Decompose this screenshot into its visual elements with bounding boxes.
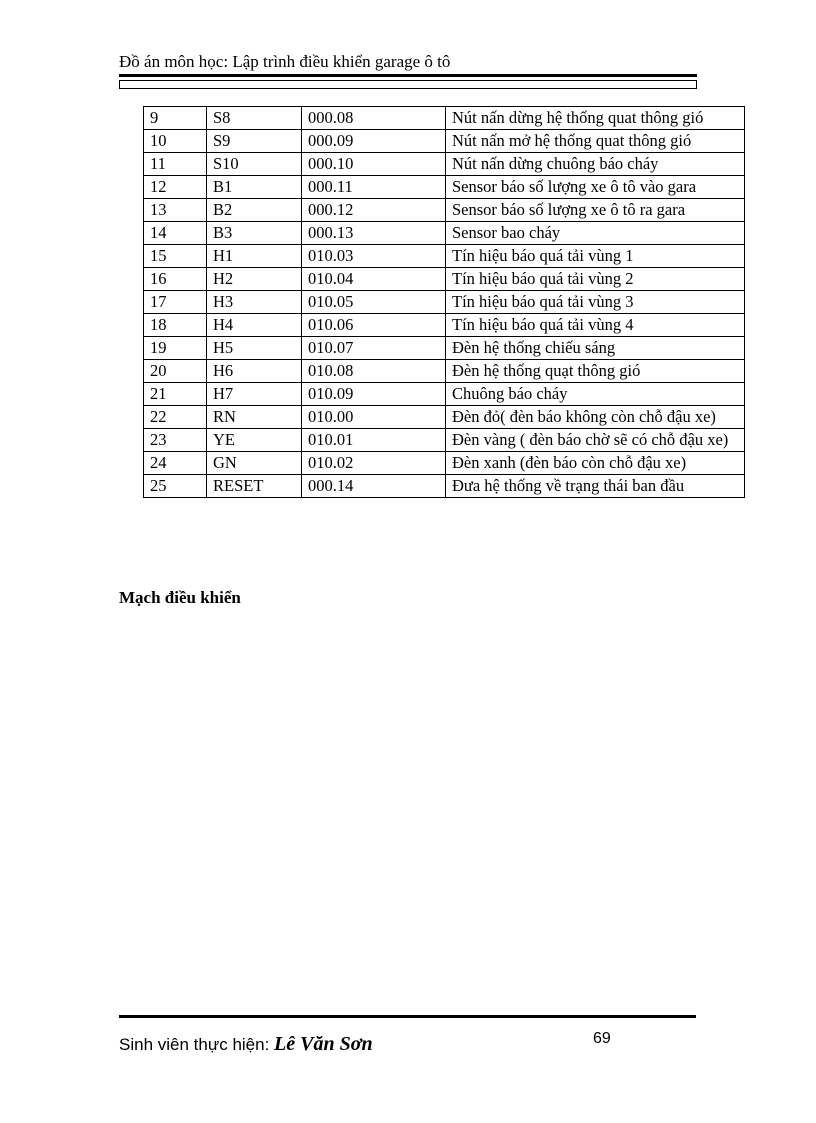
cell-index: 14: [144, 222, 207, 245]
table-row: [144, 360, 745, 383]
table-row: [144, 153, 745, 176]
cell-symbol: S10: [207, 153, 302, 176]
cell-index: 22: [144, 406, 207, 429]
table-row: [144, 107, 745, 130]
table-row: [144, 176, 745, 199]
cell-symbol: YE: [207, 429, 302, 452]
cell-symbol: RN: [207, 406, 302, 429]
table-row: [144, 314, 745, 337]
cell-description: Đèn xanh (đèn báo còn chỗ đậu xe): [446, 452, 745, 475]
cell-symbol: H4: [207, 314, 302, 337]
cell-description: Chuông báo cháy: [446, 383, 745, 406]
cell-description: Đèn vàng ( đèn báo chờ sẽ có chỗ đậu xe): [446, 429, 745, 452]
table-row: [144, 475, 745, 498]
page-number: 69: [593, 1030, 611, 1047]
io-assignment-table: [143, 106, 745, 498]
table-row: [144, 383, 745, 406]
header-box: [119, 80, 697, 89]
cell-description: Đèn hệ thống chiếu sáng: [446, 337, 745, 360]
cell-symbol: H1: [207, 245, 302, 268]
cell-index: 20: [144, 360, 207, 383]
cell-description: Tín hiệu báo quá tải vùng 3: [446, 291, 745, 314]
cell-index: 23: [144, 429, 207, 452]
table-row: [144, 291, 745, 314]
cell-address: 010.05: [302, 291, 446, 314]
header-title: Đồ án môn học: Lập trình điều khiển garage ô tô: [119, 52, 451, 71]
cell-index: 11: [144, 153, 207, 176]
cell-address: 010.01: [302, 429, 446, 452]
cell-index: 17: [144, 291, 207, 314]
cell-description: Nút nấn dừng chuông báo cháy: [446, 153, 745, 176]
cell-index: 18: [144, 314, 207, 337]
cell-address: 000.12: [302, 199, 446, 222]
cell-address: 010.02: [302, 452, 446, 475]
cell-description: Đèn hệ thống quạt thông gió: [446, 360, 745, 383]
cell-address: 010.00: [302, 406, 446, 429]
footer-label: [119, 1033, 373, 1056]
cell-description: Đèn đỏ( đèn báo không còn chỗ đậu xe): [446, 406, 745, 429]
cell-symbol: B2: [207, 199, 302, 222]
cell-symbol: H3: [207, 291, 302, 314]
cell-address: 000.10: [302, 153, 446, 176]
cell-index: 15: [144, 245, 207, 268]
cell-description: Sensor báo số lượng xe ô tô ra gara: [446, 199, 745, 222]
cell-index: 19: [144, 337, 207, 360]
cell-address: 010.07: [302, 337, 446, 360]
cell-description: Nút nấn mở hệ thống quat thông gió: [446, 130, 745, 153]
footer-author: Lê Văn Sơn: [274, 1033, 373, 1055]
table-row: [144, 130, 745, 153]
cell-address: 010.08: [302, 360, 446, 383]
cell-index: 16: [144, 268, 207, 291]
cell-description: Sensor bao cháy: [446, 222, 745, 245]
cell-description: Tín hiệu báo quá tải vùng 4: [446, 314, 745, 337]
cell-address: 000.14: [302, 475, 446, 498]
table-row: [144, 199, 745, 222]
cell-symbol: RESET: [207, 475, 302, 498]
cell-address: 000.09: [302, 130, 446, 153]
cell-symbol: H2: [207, 268, 302, 291]
cell-index: 9: [144, 107, 207, 130]
cell-index: 25: [144, 475, 207, 498]
cell-symbol: S8: [207, 107, 302, 130]
cell-address: 000.11: [302, 176, 446, 199]
cell-description: Đưa hệ thống về trạng thái ban đầu: [446, 475, 745, 498]
cell-symbol: S9: [207, 130, 302, 153]
cell-address: 010.06: [302, 314, 446, 337]
cell-address: 010.03: [302, 245, 446, 268]
table-body: [144, 107, 745, 498]
cell-symbol: B3: [207, 222, 302, 245]
cell-symbol: H7: [207, 383, 302, 406]
cell-address: 000.13: [302, 222, 446, 245]
footer-label-text: Sinh viên thực hiện:: [119, 1035, 275, 1054]
cell-index: 21: [144, 383, 207, 406]
cell-symbol: B1: [207, 176, 302, 199]
table-row: [144, 452, 745, 475]
header-rule: [119, 74, 697, 77]
cell-index: 13: [144, 199, 207, 222]
table-row: [144, 268, 745, 291]
cell-address: 010.04: [302, 268, 446, 291]
cell-address: 000.08: [302, 107, 446, 130]
table-row: [144, 337, 745, 360]
table-row: [144, 245, 745, 268]
cell-index: 10: [144, 130, 207, 153]
cell-symbol: GN: [207, 452, 302, 475]
footer-rule: [119, 1015, 696, 1018]
section-heading: Mạch điều khiển: [119, 588, 241, 607]
cell-description: Nút nấn dừng hệ thống quat thông gió: [446, 107, 745, 130]
cell-description: Tín hiệu báo quá tải vùng 2: [446, 268, 745, 291]
table-row: [144, 429, 745, 452]
cell-address: 010.09: [302, 383, 446, 406]
cell-index: 24: [144, 452, 207, 475]
cell-symbol: H5: [207, 337, 302, 360]
table-row: [144, 222, 745, 245]
cell-symbol: H6: [207, 360, 302, 383]
cell-description: Tín hiệu báo quá tải vùng 1: [446, 245, 745, 268]
cell-description: Sensor báo số lượng xe ô tô vào gara: [446, 176, 745, 199]
cell-index: 12: [144, 176, 207, 199]
table-row: [144, 406, 745, 429]
